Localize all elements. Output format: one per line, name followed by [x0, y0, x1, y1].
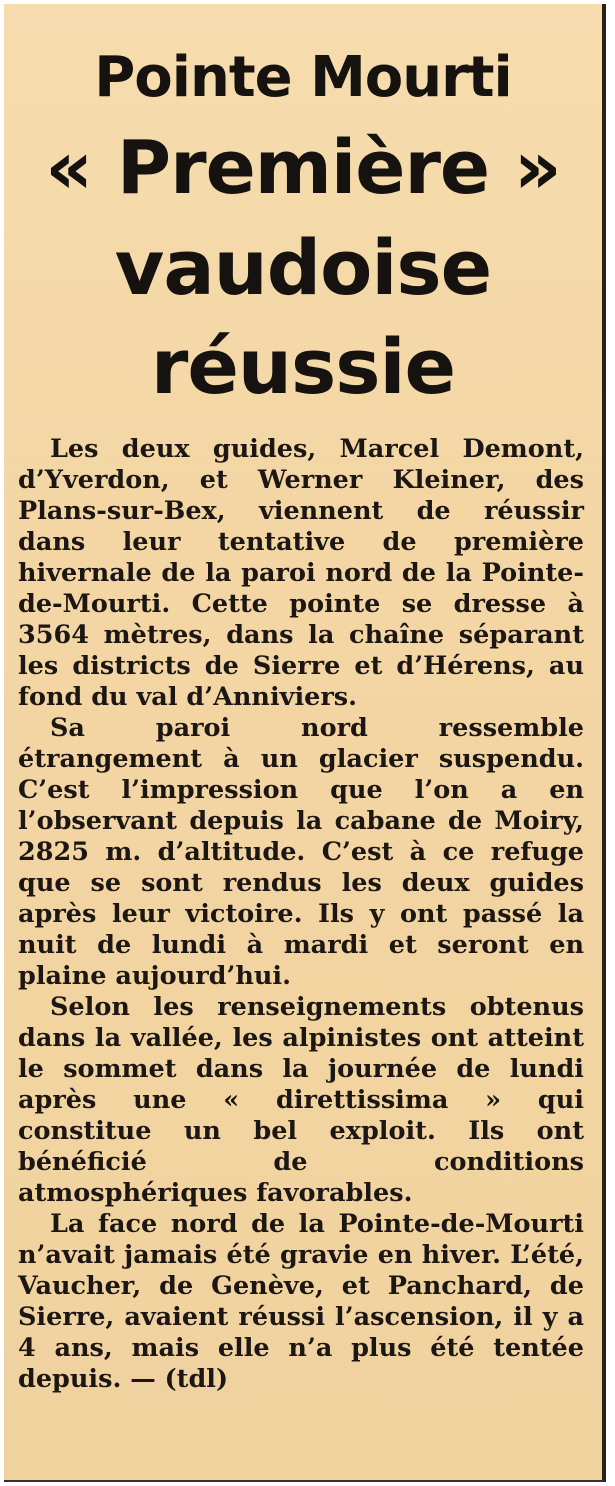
headline [4, 4, 602, 416]
headline-line-3: vaudoise [114, 223, 492, 312]
paragraph-2: Sa paroi nord ressemble étrangement à un glacier suspendu. C’est l’impression que l’on a en l’observant depuis la cabane de Moiry, 2825 m. d’altitude. C’est à ce refuge que se sont rendus les deux guides après leur victoire. Ils y ont passé la nuit de lundi à mardi et seront en plaine aujourd’hui. [18, 713, 584, 991]
newspaper-clipping [4, 4, 606, 1482]
article-body [18, 434, 584, 1395]
headline-line-2: « Première » [45, 125, 561, 211]
paragraph-4: La face nord de la Pointe-de-Mourti n’avait jamais été gravie en hiver. L’été, Vaucher, de Genève, et Panchard, de Sierre, avaient réussi l’ascension, il y a 4 ans, mais elle n’a plus été tentée depuis. — (tdl) [18, 1209, 584, 1394]
paragraph-1: Les deux guides, Marcel Demont, d’Yverdon, et Werner Kleiner, des Plans-sur-Bex, viennent de réussir dans leur tentative de première hivernale de la paroi nord de la Pointe-de-Mourti. Cette pointe se dresse à 3564 mètres, dans la chaîne séparant les districts de Sierre et d’Hérens, au fond du val d’Anniviers. [18, 434, 584, 712]
headline-line-4: réussie [150, 322, 456, 411]
paragraph-3: Selon les renseignements obtenus dans la vallée, les alpinistes ont atteint le sommet dans la journée de lundi après une « direttissima » qui constitue un bel exploit. Ils ont bénéficié de conditions atmosphériques favorables. [18, 992, 584, 1208]
headline-line-1: Pointe Mourti [94, 45, 512, 110]
